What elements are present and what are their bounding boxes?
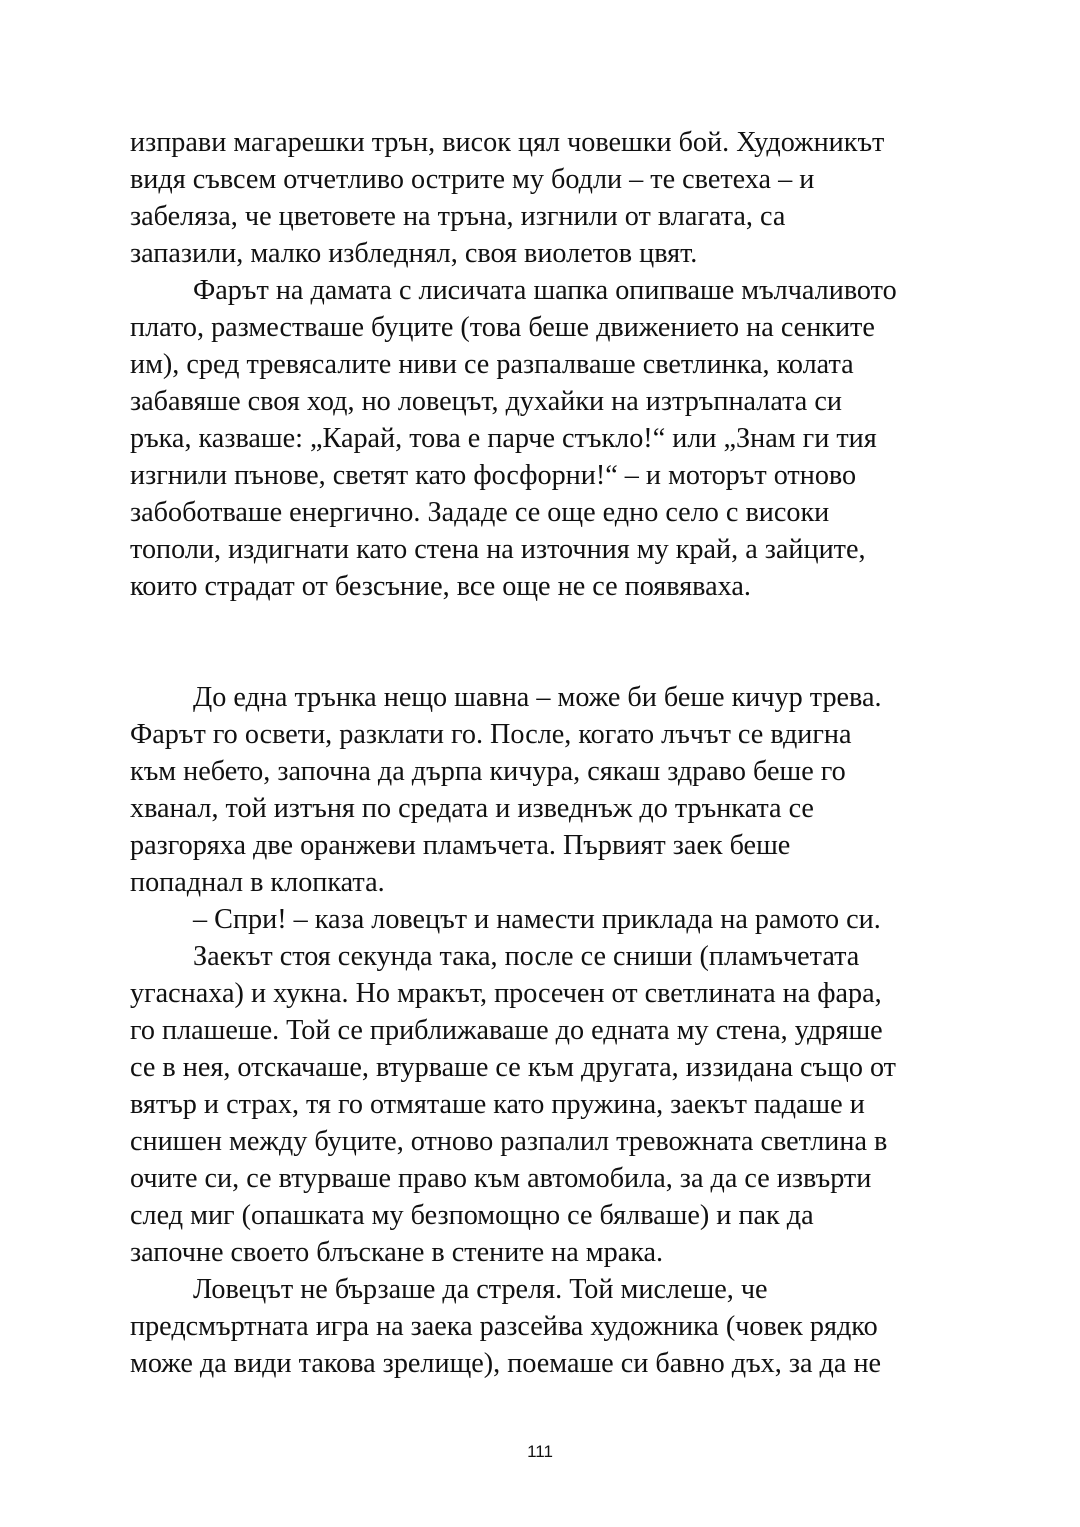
text-line: забавяше своя ход, но ловецът, духайки на изтръпналата си <box>130 386 842 417</box>
text-line: снишен между буците, отново разпалил тревожната светлина в <box>130 1126 888 1157</box>
text-line: забеляза, че цветовете на тръна, изгнили от влагата, са <box>130 201 786 232</box>
text-line: се в нея, отскачаше, втурваше се към другата, иззидана също от <box>130 1052 897 1083</box>
text-line: Заекът стоя секунда така, после се сниши (пламъчетата <box>193 941 860 972</box>
text-line: Фарът на дамата с лисичата шапка опипваше мълчаливото <box>193 275 897 306</box>
text-line: след миг (опашката му безпомощно се бялваше) и пак да <box>130 1200 814 1231</box>
text-line: ръка, казваше: „Карай, това е парче стъкло!“ или „Знам ги тия <box>130 423 877 454</box>
text-line: плато, разместваше буците (това беше движението на сенките <box>130 312 875 343</box>
text-line: изправи магарешки трън, висок цял човешки бой. Художникът <box>130 127 885 158</box>
text-line: видя съвсем отчетливо острите му бодли – те светеха – и <box>130 164 815 195</box>
text-line: започне своето блъскане в стените на мрака. <box>130 1237 664 1268</box>
text-line: Ловецът не бързаше да стреля. Той мислеше, че <box>193 1274 768 1305</box>
text-line: предсмъртната игра на заека разсейва художника (човек рядко <box>130 1311 878 1342</box>
text-line: хванал, той изтъня по средата и изведнъж до трънката се <box>130 793 814 824</box>
page-number: 111 <box>527 1442 553 1461</box>
text-line: Фарът го освети, разклати го. После, когато лъчът се вдигна <box>130 719 852 750</box>
text-line: го плашеше. Той се приближаваше до едната му стена, удряше <box>130 1015 883 1046</box>
text-line: До една трънка нещо шавна – може би беше кичур трева. <box>193 682 882 713</box>
text-block-top <box>130 124 950 605</box>
text-line: запазили, малко избледнял, своя виолетов цвят. <box>130 238 698 269</box>
text-line: разгоряха две оранжеви пламъчета. Първият заек беше <box>130 830 791 861</box>
text-line: им), сред тревясалите ниви се разпалваше светлинка, колата <box>130 349 854 380</box>
text-line: забоботваше енергично. Зададе се още едно село с високи <box>130 497 830 528</box>
text-line: към небето, започна да дърпа кичура, сякаш здраво беше го <box>130 756 846 787</box>
text-line: попаднал в клопката. <box>130 867 385 898</box>
text-line: – Спри! – каза ловецът и намести приклада на рамото си. <box>193 904 881 935</box>
text-line: угаснаха) и хукна. Но мракът, просечен от светлината на фара, <box>130 978 882 1009</box>
text-line: които страдат от безсъние, все още не се появяваха. <box>130 571 751 602</box>
text-line: вятър и страх, тя го отмяташе като пружина, заекът падаше и <box>130 1089 865 1120</box>
text-line: може да види такова зрелище), поемаше си бавно дъх, за да не <box>130 1348 882 1379</box>
text-line: тополи, издигнати като стена на източния му край, а зайците, <box>130 534 866 565</box>
text-line: изгнили пънове, светят като фосфорни!“ – и моторът отново <box>130 460 857 491</box>
text-line: очите си, се втурваше право към автомобила, за да се извърти <box>130 1163 872 1194</box>
text-block-bottom <box>130 679 950 1382</box>
